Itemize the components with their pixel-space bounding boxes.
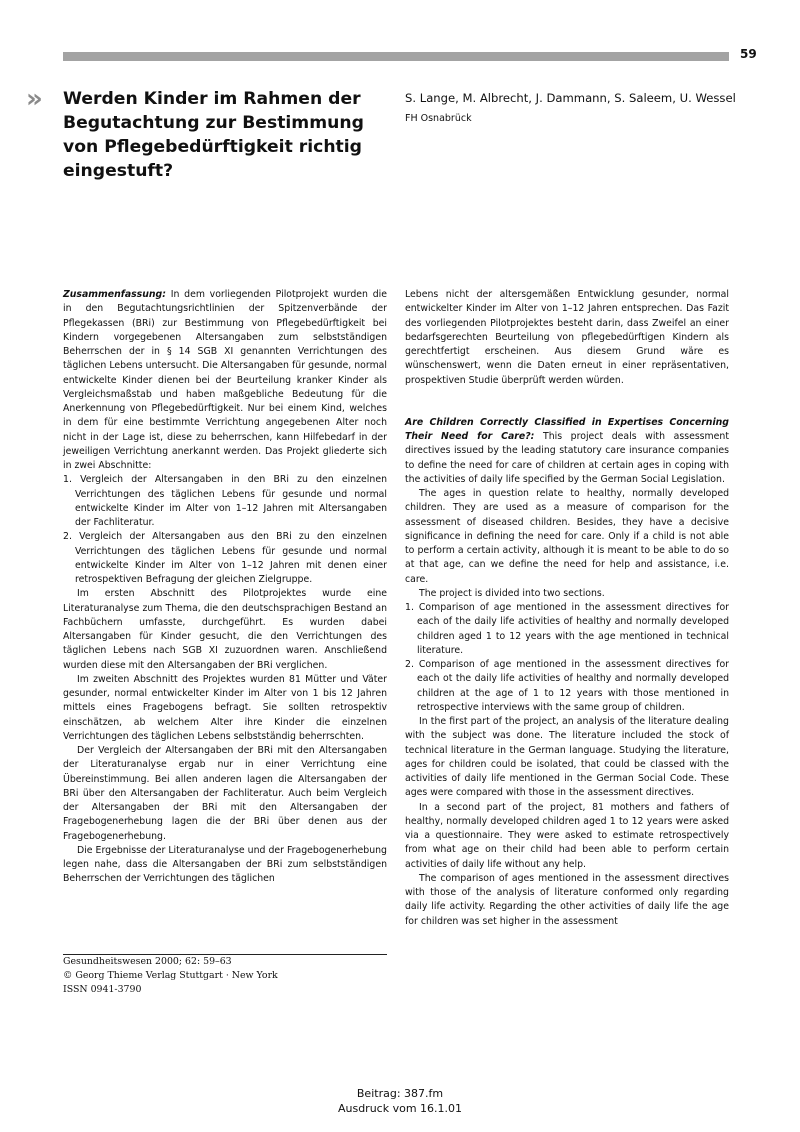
english-abstract-text: This project deals with assessment directives issued by the leading statutory care insurance companies to define the need for care of children at certain ages in coping with the activities of daily life specified by the German Social Legislation. [405, 431, 729, 485]
english-paragraph-2: The ages in question relate to healthy, normally developed children. They are used as a measure of comparison for the assessment of diseased children. Besides, they have a decisive significance in defining the need for care. Only if a child is not able to perform a certain activity, although it is meant to be able to do so at that age, can we define the need for help and assistance, i.e. care. [405, 488, 729, 585]
publication-footnote [63, 955, 278, 997]
german-method-list [63, 473, 387, 587]
english-paragraph-6: The comparison of ages mentioned in the assessment directives with those of the analysis of literature conformed only regarding daily life activity. Regarding the other activities of daily life the age for children was set higher in the assessment [405, 872, 729, 927]
english-paragraph-5: In a second part of the project, 81 mothers and fathers of healthy, normally developed children aged 1 to 12 years were asked via a questionnaire. They were asked to estimate retrospectively from what age on their child had been able to perform certain activities of daily life without any help. [405, 801, 729, 870]
english-method-item-1: 1. Comparison of age mentioned in the assessment directives for each of the daily life activities of healthy and normally developed children aged 1 to 12 years with the age mentioned in technical literature. [405, 602, 729, 656]
author-list: S. Lange, M. Albrecht, J. Dammann, S. Saleem, U. Wessel [405, 91, 736, 105]
english-method-list [405, 601, 729, 715]
english-paragraph-4: In the first part of the project, an analysis of the literature dealing with the subject was done. The literature included the stock of technical literature in the German language. Studying the literature, ages for children could be isolated, that could be classed with the activities of daily life mentioned in the German Social Code. These ages were compared with those in the assessment directives. [405, 716, 729, 799]
english-paragraph-3: The project is divided into two sections. [419, 587, 605, 599]
english-abstract-intro [405, 416, 729, 487]
german-abstract-intro [63, 288, 387, 473]
print-info [0, 1086, 800, 1116]
german-abstract-lead: Zusammenfassung: [63, 289, 166, 300]
german-paragraph-2: Im ersten Abschnitt des Pilotprojektes wurde eine Literaturanalyse zum Thema, die den deutschsprachigen Bestand an Fachbüchern umfasste, durchgeführt. Es wurden dabei Altersangaben für Kinder gesucht, die den Verrichtungen des täglichen Lebens nach SGB XI zuzuordnen waren. Anschließend wurden diese mit den Altersangaben der BRi verglichen. [63, 588, 387, 671]
issn-line: ISSN 0941-3790 [63, 984, 142, 995]
section-chevron-icon: » [26, 84, 38, 114]
german-paragraph-5: Die Ergebnisse der Literaturanalyse und der Fragebogenerhebung legen nahe, dass die Altersangaben der BRi zum selbstständigen Beherrschen der Verrichtungen des täglichen [63, 844, 387, 885]
print-file-name: Beitrag: 387.fm [356, 1087, 444, 1100]
column-spacer [405, 388, 729, 416]
german-method-item-1: 1. Vergleich der Altersangaben in den BRi zu den einzelnen Verrichtungen des täglichen Lebens für gesunde und normal entwickelte Kinder im Alter von 1–12 Jahren mit Altersangaben der Fachliteratur. [63, 474, 387, 528]
german-abstract-text: In dem vorliegenden Pilotprojekt wurden die in den Begutachtungsrichtlinien der Spitzenverbände der Pflegekassen (BRi) zur Bestimmung von Pflegebedürftigkeit bei Kindern vorgegebenen Altersangaben zum selbstständigen Beherrschen der in § 14 SGB XI genannten Verrichtungen des täglichen Lebens untersucht. Die Altersangaben für gesunde, normal entwickelte Kinder dienen bei der Beurteilung kranker Kinder als Vergleichsmaßstab und haben maßgebliche Bedeutung für die Anerkennung von Pflegebedürftigkeit. Nur bei einem Kind, welches in dem für eine bestimmte Verrichtung angegebenen Alter noch nicht in der Lage ist, diese zu beherrschen, kann Hilfebedarf in der jeweiligen Verrichtung anerkannt werden. Das Projekt gliederte sich in zwei Abschnitte: [63, 289, 387, 471]
german-method-item-2: 2. Vergleich der Altersangaben aus den BRi zu den einzelnen Verrichtungen des täglichen Lebens für gesunde und normal entwickelte Kinder im Alter von 1–12 Jahren mit denen einer retrospektiven Befragung der gleichen Zielgruppe. [63, 531, 387, 585]
page-number: 59 [740, 47, 757, 61]
english-abstract-lead: Are Children Correctly Classified in Expertises Concerning Their Need for Care?: [405, 416, 729, 442]
german-paragraph-3: Im zweiten Abschnitt des Projektes wurden 81 Mütter und Väter gesunder, normal entwickelter Kinder im Alter von 1 bis 12 Jahren mittels eines Fragebogens befragt. Sie sollten retrospektiv einschätzen, ab welchem Alter ihre Kinder die einzelnen Verrichtungen des täglichen Lebens selbstständig beherrschten. [63, 673, 387, 742]
german-abstract-column [63, 288, 387, 887]
journal-citation: Gesundheitswesen 2000; 62: 59–63 [63, 956, 232, 967]
affiliation: FH Osnabrück [405, 113, 472, 124]
article-title: Werden Kinder im Rahmen der Begutachtung zur Bestimmung von Pflegebedürftigkeit richtig eingestuft? [63, 89, 364, 181]
english-method-item-2: 2. Comparison of age mentioned in the assessment directives for each ot the daily life activities of healthy and normally developed children at the age of 1 to 12 years with those mentioned in retrospective interviews with the same group of children. [405, 659, 729, 713]
header-rule [63, 52, 729, 61]
german-paragraph-4: Der Vergleich der Altersangaben der BRi mit den Altersangaben der Literaturanalyse ergab nur in einer Verrichtung eine Übereinstimmung. Bei allen anderen lagen die Altersangaben der BRi über den Altersangaben der Fachliteratur. Auch beim Vergleich der Altersangaben der BRi mit den Altersangaben der Fragebogenerhebung lagen die der BRi über denen aus der Fragebogenerhebung. [63, 745, 387, 842]
print-date: Ausdruck vom 16.1.01 [337, 1102, 463, 1115]
right-column [405, 288, 729, 929]
german-paragraph-5-continued: Lebens nicht der altersgemäßen Entwicklung gesunder, normal entwickelter Kinder im Alter von 1–12 Jahren entsprechen. Das Fazit des vorliegenden Pilotprojektes besteht darin, dass Zweifel an einer bedarfsgerechten Beurteilung von pflegebedürftigen Kindern als gerechtfertigt erscheinen. Aus diesem Grund wäre es wünschenswert, wenn die Daten erneut in einer repräsentativen, prospektiven Studie überprüft werden würden. [405, 289, 729, 386]
copyright-line: © Georg Thieme Verlag Stuttgart · New York [63, 970, 278, 981]
